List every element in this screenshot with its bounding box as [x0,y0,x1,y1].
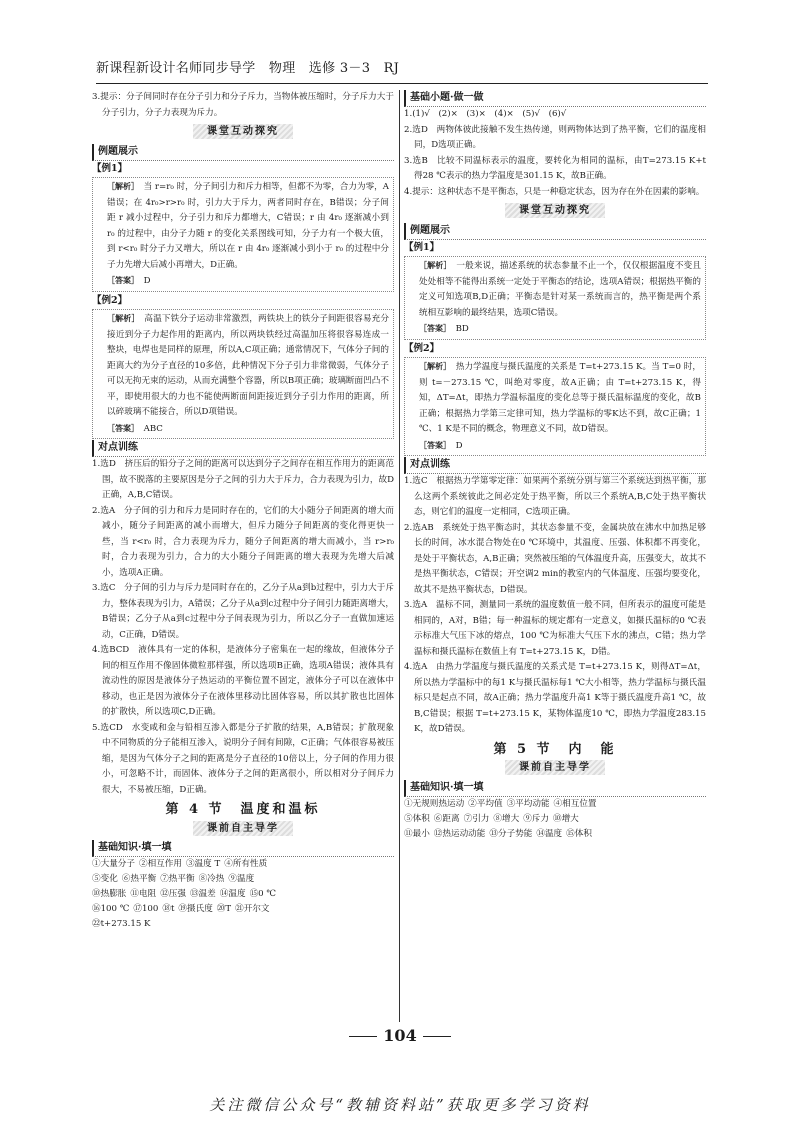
fill-row [404,797,706,812]
fill-row [404,827,706,842]
fill-answers [92,857,394,932]
analysis-text: 高温下铁分子运动非常激烈，两铁块上的铁分子间距很容易充分接近到分子力起作用的距离内，所以两块铁经过高温加压将很容易连成一整块，电焊也是同样的原理，所以A,C项正确；通常情况下，气体分子间的距离大约为分子直径的10多倍，此种情况下分子引力非常微弱，气体分子可以无拘无束的运动，从而充满整个容器，所以B项正确；玻璃断面凹凸不平，即使用很大的力也不能使两断面间距接近到分子引力作用的距离，所以碎玻璃不能接合，所以D项错误。 [107,314,389,417]
subsection-heading: 对点训练 [92,440,394,457]
left-column [92,90,394,932]
section-band: 课堂互动探究 [404,203,706,220]
answer-text: D [455,440,463,451]
analysis-text: 一般来说，描述系统的状态参量不止一个，仅仅根据温度不变且处处相等不能得出系统一定处于平衡态的结论，选项A错误；根据热平衡的定义可知选项B,D正确；平衡态是针对某一系统而言的，热平衡是两个系统相互影响的最终结果，选项C错误。 [419,261,701,318]
training-item: 3.选A 温标不同，测量同一系统的温度数值一般不同，但所表示的温度可能是相同的，A对，B错；每一种温标的规定都有一定意义，如摄氏温标的0 ℃表示标准大气压下冰的熔点，100 ℃为标准大气压下水的沸点，C错；热力学温标和摄氏温标在数值上有 T=t+273.15 K，D错。 [404,600,706,657]
subsection-heading: 基础知识·填一填 [92,840,394,857]
answer-item: 4.提示：这种状态不是平衡态，只是一种稳定状态，因为存在外在因素的影响。 [404,186,705,197]
subsection-heading: 基础小题·做一做 [404,90,706,107]
answer-item: 3.提示：分子间同时存在分子引力和分子斥力，当物体被压缩时，分子斥力大于分子引力，分子力表现为斥力。 [92,92,394,118]
analysis-tag: ［解析］ [419,361,448,371]
fill-row [92,902,394,917]
analysis-tag: ［解析］ [419,260,448,270]
training-item: 5.选CD 水变咸和金与铅相互渗入都是分子扩散的结果，A,B错误；扩散现象中不同物质的分子能相互渗入，说明分子间有间隙，C正确；气体很容易被压缩，是因为气体分子之间的距离是分子直径的10倍以上，分子间的作用力很小，可忽略不计，而固体、液体分子之间的距离很小，所以相对分子间斥力很大，不易被压缩，D正确。 [92,722,394,795]
page-number [0,1026,800,1045]
fill-answer: ⑯100 ℃ [92,904,130,914]
training-item: 3.选C 分子间的引力与斥力是同时存在的，乙分子从a到b过程中，引力大于斥力，整体表现为引力，A错误；乙分子从a到c过程中分子间引力随距离增大，B错误；乙分子从a到c过程中分子间表现为引力，所以乙分子一直做加速运动，C正确，D错误。 [92,583,394,640]
fill-answer: ①无规则热运动 [404,798,465,809]
fill-answer: ④相互位置 [553,798,597,809]
fill-answer: ⑪最小 [404,828,430,839]
answer-tag: ［答案］ [419,439,447,450]
answer-tag: ［答案］ [107,422,135,433]
example-label: 【例1】 [404,241,440,253]
training-item: 1.选D 挤压后的铅分子之间的距离可以达到分子之间存在相互作用力的距离范围，故不脱落的主要原因是分子之间的引力大于斥力，合力表现为引力，故D正确，A,B,C错误。 [92,459,394,500]
fill-answer: ⑩增大 [552,813,579,824]
answer-text: ABC [143,423,163,434]
training-item: 1.选C 根据热力学第零定律：如果两个系统分别与第三个系统达到热平衡，那么这两个系统彼此之间必定处于热平衡，所以三个系统A,B,C处于热平衡状态，则它们的温度一定相同，C选项正确。 [404,476,706,517]
training-item: 2.选AB 系统处于热平衡态时，其状态参量不变，金属块放在沸水中加热足够长的时间，冰水混合物处在0 ℃环境中，其温度、压强、体积都不再变化，是处于平衡状态，A,B正确；突然被压缩的气体温度升高，压强变大，故其不是热平衡状态，C错误；开空调2 min的教室内的气体温度、压强均要变化，故其不是热平衡状态，D错误。 [404,522,706,595]
fill-answer: ⑰100 [133,904,159,914]
fill-answer: ②平均值 [468,798,503,809]
fill-answer: ①大量分子 [92,859,135,869]
fill-answer: ⑧增大 [493,813,520,824]
fill-answer: ⑫压强 [160,889,186,899]
answer-item: 3.选B 比较不同温标表示的温度，要转化为相同的温标，由T=273.15 K+t 得28 ℃表示的热力学温度是301.15 K，故B正确。 [404,155,706,181]
fill-answer: ④所有性质 [224,859,268,869]
analysis-tag: ［解析］ [107,313,136,323]
fill-row [92,857,394,872]
fill-answer: ⑦热平衡 [160,874,195,884]
fill-answer: ⑨斥力 [523,813,549,824]
fill-answer: ⑫热运动动能 [433,828,486,839]
fill-answer: ③平均动能 [506,798,550,809]
fill-answer: ⑭温度 [219,889,246,899]
fill-answer: ⑩热膨胀 [92,889,127,899]
analysis-box [404,357,706,456]
fill-answer: ⑮0 ℃ [249,889,276,899]
section-band: 课堂互动探究 [92,124,394,141]
example-label: 【例1】 [92,162,128,174]
subsection-heading: 例题展示 [404,223,706,240]
subsection-heading: 对点训练 [404,457,706,474]
analysis-tag: ［解析］ [107,181,135,191]
fill-answer: ⑬分子势能 [489,828,533,839]
section-band: 课前自主导学 [404,760,706,777]
analysis-box [92,309,394,439]
fill-answers [404,797,706,842]
column-divider [399,90,400,1022]
fill-answer: ⑨温度 [228,874,255,884]
fill-answer: ⑭温度 [536,828,563,839]
fill-answer: ⑤变化 [92,874,118,884]
fill-answer: ㉒t+273.15 K [92,919,151,929]
page-number-text: 104 [383,1026,417,1045]
subsection-heading: 例题展示 [92,144,394,161]
section-title: 第 5 节 内 能 [493,741,617,757]
fill-row [404,812,706,827]
fill-answer: ⑱t [162,904,175,914]
analysis-box [92,177,394,292]
answer-text: BD [455,324,469,334]
answer-tag: ［答案］ [107,275,135,285]
fill-row [92,887,394,902]
example-label: 【例2】 [92,294,128,306]
subsection-heading: 基础知识·填一填 [404,780,706,797]
fill-answer: ③温度 T [185,859,221,869]
fill-answer: ⑮体积 [566,828,592,839]
fill-answer: ㉑开尔文 [235,904,270,914]
fill-answer: ⑥热平衡 [121,874,157,884]
training-item: 2.选A 分子间的引力和斥力是同时存在的，它们的大小随分子间距离的增大而减小，随分子间距离的减小而增大，但斥力随分子间距离的变化得更快一些，当 r<r₀ 时，合力表现为斥力，随分子间距离的增大而减小，当 r>r₀ 时，合力表现为引力，合力的大小随分子间距离的增大表现为先增大后减小，选项A正确。 [92,505,394,578]
fill-answer: ⑦引力 [463,813,490,824]
fill-row [92,872,394,887]
fill-answer: ⑳T [216,904,232,914]
training-item: 4.选BCD 液体具有一定的体积，是液体分子密集在一起的缘故，但液体分子间的相互作用不像固体微粒那样强，所以选项B正确，选项A错误；液体具有流动性的原因是液体分子热运动的平衡位置不固定，液体分子可以在液体中移动，也正是因为液体分子在液体里移动比固体容易，所以其扩散也比固体的扩散快，所以选项C,D正确。 [92,645,394,717]
fill-answer: ⑧冷热 [198,874,225,884]
analysis-box [404,256,706,340]
section-band: 课前自主导学 [92,821,394,838]
fill-row [92,917,394,932]
fill-answer: ⑤体积 [404,813,430,824]
answer-item: 1.(1)√ (2)× (3)× (4)× (5)√ (6)√ [404,109,567,119]
answer-text: D [143,276,151,286]
fill-answer: ⑬温差 [189,889,216,899]
analysis-text: 当 r=r₀ 时，分子间引力和斥力相等，但都不为零，合力为零，A错误；在 4r₀>r>r₀ 时，引力大于斥力，两者同时存在，B错误；分子间距 r 减小过程中，分子引力和斥力都增大，C错误；r 由 4r₀ 逐渐减小到 r₀ 的过程中，由分子力随 r 的变化关系图线可知，分子力有一个极大值，到 r<r₀ 时分子力又增大，所以在 r 由 4r₀ 逐渐减小到小于 r₀ 的过程中分子力先增大后减小再增大，D正确。 [107,182,389,270]
header-title: 新课程新设计名师同步导学 物理 选修 3－3 RJ [96,61,400,76]
analysis-text: 热力学温度与摄氏温度的关系是 T=t+273.15 K。当 T=0 时，则 t=－273.15 ℃，叫绝对零度，故A正确；由 T=t+273.15 K，得知，ΔT=Δt，即热力学温标温度的变化总等于摄氏温标温度的变化，故B正确；根据热力学第三定律可知，热力学温标的零K达不到，故C正确；1 ℃、1 K是不同的概念，物理意义不同，故D错误。 [419,362,702,434]
answer-tag: ［答案］ [419,323,447,333]
fill-answer: ⑪电阻 [130,889,157,899]
fill-answer: ⑥距离 [433,813,460,824]
training-item: 4.选A 由热力学温度与摄氏温度的关系式是 T=t+273.15 K，则得ΔT=Δt，所以热力学温标中的每1 K与摄氏温标每1 ℃大小相等，热力学温标与摄氏温标只是起点不同，故A正确；热力学温度升高1 K等于摄氏温度升高1 ℃，故B,C错误；根据 T=t+273.15 K，某物体温度10 ℃，即热力学温度283.15 K，故D错误。 [404,662,706,734]
fill-answer: ⑲摄氏度 [178,904,213,914]
running-header [96,58,708,84]
dash-left [349,1036,377,1037]
fill-answer: ②相互作用 [138,859,182,869]
dash-right [423,1036,451,1037]
footer-note: 关注微信公众号“教辅资料站”获取更多学习资料 [209,1096,591,1114]
section-title: 第 4 节 温度和温标 [165,802,321,817]
answer-item: 2.选D 两物体彼此接触不发生热传递，则两物体达到了热平衡，它们的温度相同，D选项正确。 [404,124,706,150]
right-column [404,90,706,842]
example-label: 【例2】 [404,342,440,354]
